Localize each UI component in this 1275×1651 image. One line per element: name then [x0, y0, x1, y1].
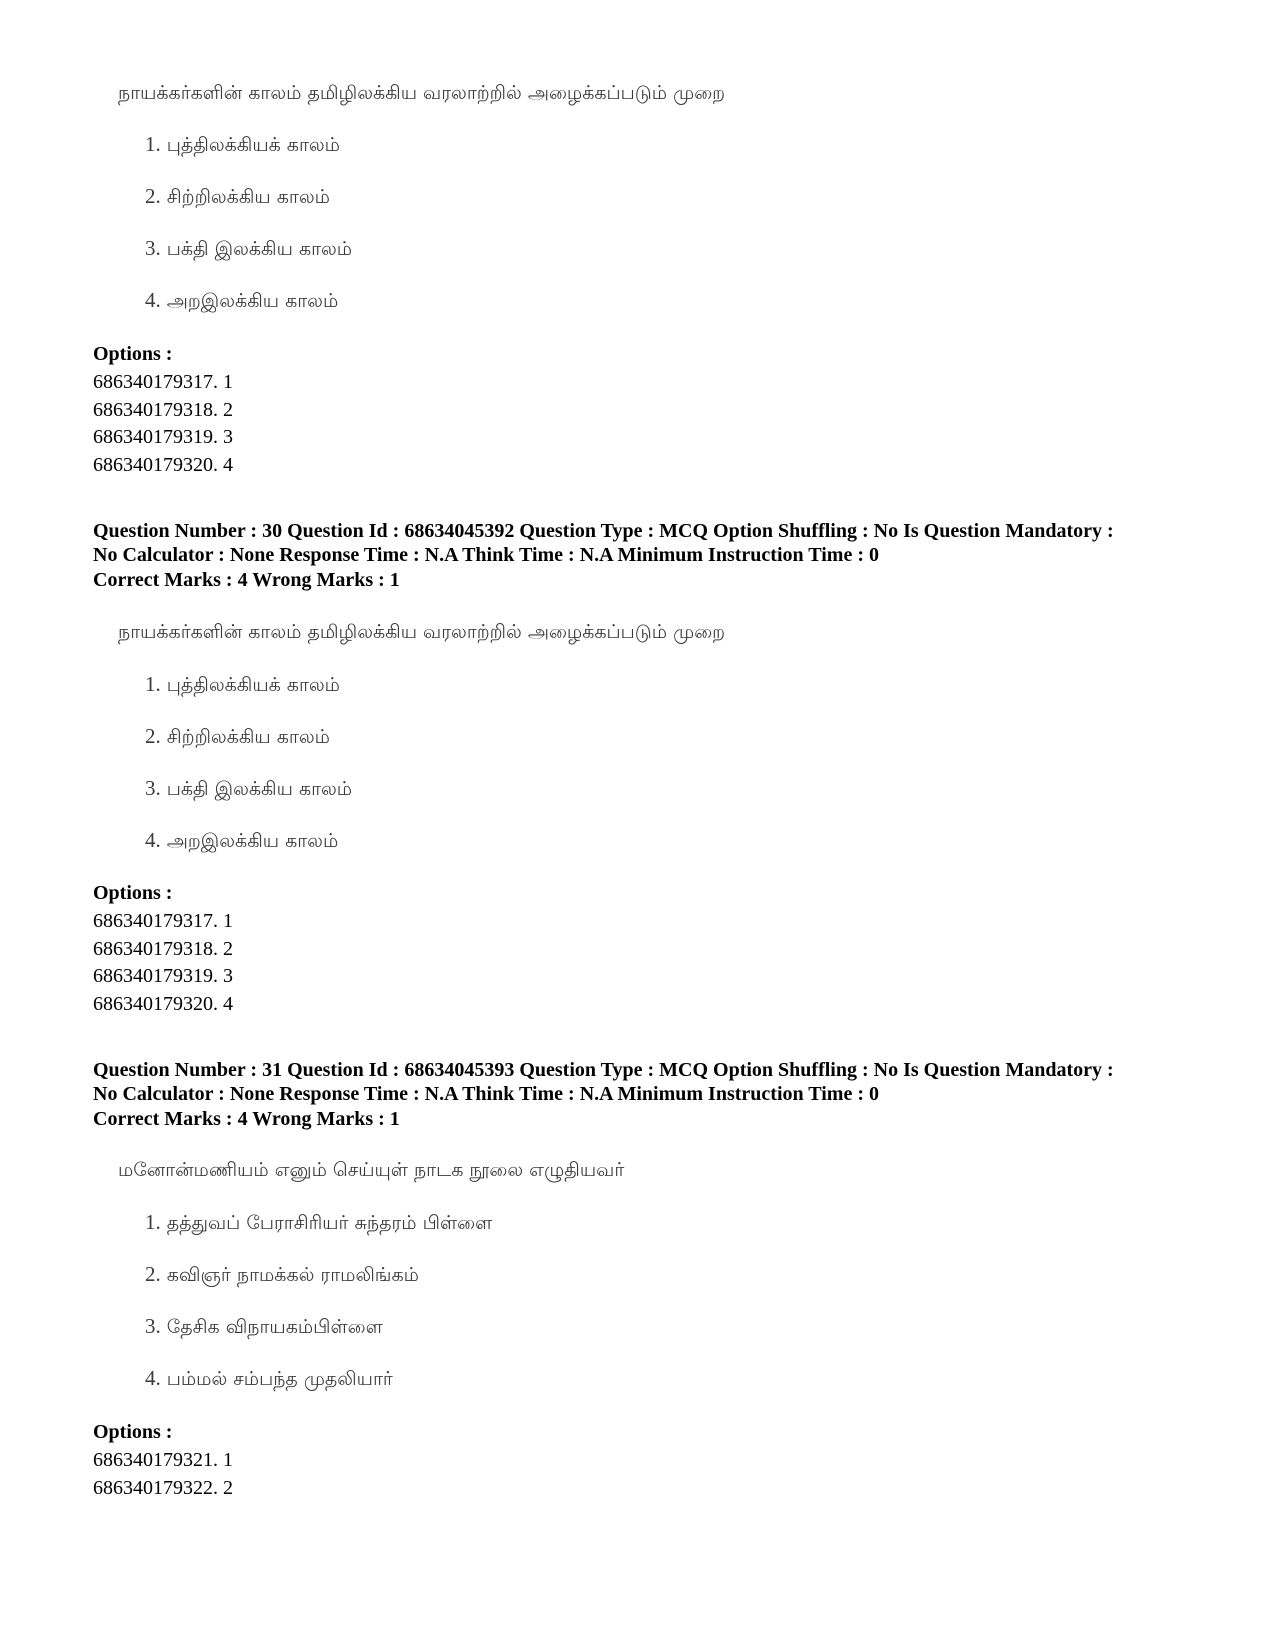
choice-text: தத்துவப் பேராசிரியர் சுந்தரம் பிள்ளை: [166, 1212, 493, 1234]
option-line: 686340179322. 2: [93, 1477, 233, 1499]
choice-number: 2.: [145, 724, 161, 748]
option-line: 686340179319. 3: [93, 426, 233, 448]
choice-1: [145, 1210, 492, 1237]
choice-number: 2.: [145, 184, 161, 208]
choice-text: பக்தி இலக்கிய காலம்: [166, 238, 353, 260]
options-label: Options :: [93, 882, 173, 904]
choice-4: [145, 1366, 393, 1393]
question-text: மனோன்மணியம் எனும் செய்யுள் நாடக நூலை எழுதியவர்: [118, 1159, 625, 1181]
choice-text: அறஇலக்கிய காலம்: [166, 290, 339, 312]
choice-number: 3.: [145, 236, 161, 260]
choice-3: [145, 1314, 383, 1341]
option-line: 686340179320. 4: [93, 454, 233, 476]
question-text: நாயக்கர்களின் காலம் தமிழிலக்கிய வரலாற்றில் அழைக்கப்படும் முறை: [118, 621, 726, 643]
question-meta: [93, 519, 1213, 567]
choice-1: [145, 672, 340, 699]
question-text: நாயக்கர்களின் காலம் தமிழிலக்கிய வரலாற்றில் அழைக்கப்படும் முறை: [118, 82, 726, 104]
option-line: 686340179319. 3: [93, 965, 233, 987]
options-label: Options :: [93, 1421, 173, 1443]
marks-line: Correct Marks : 4 Wrong Marks : 1: [93, 1108, 400, 1130]
choice-text: சிற்றிலக்கிய காலம்: [166, 186, 330, 208]
option-line: 686340179318. 2: [93, 938, 233, 960]
choice-number: 1.: [145, 672, 161, 696]
choice-text: தேசிக விநாயகம்பிள்ளை: [166, 1316, 383, 1338]
choice-number: 3.: [145, 776, 161, 800]
choice-number: 2.: [145, 1262, 161, 1286]
question-meta-line1: Question Number : 30 Question Id : 68634045392 Question Type : MCQ Option Shuffling : No Is Question Mandatory :: [93, 520, 1114, 542]
question-meta: [93, 1058, 1213, 1106]
option-line: 686340179317. 1: [93, 371, 233, 393]
choice-number: 4.: [145, 828, 161, 852]
choice-1: [145, 132, 340, 159]
question-meta-line1: Question Number : 31 Question Id : 68634045393 Question Type : MCQ Option Shuffling : No Is Question Mandatory :: [93, 1059, 1114, 1081]
choice-text: பம்மல் சம்பந்த முதலியார்: [166, 1368, 393, 1390]
choice-4: [145, 288, 338, 315]
choice-text: பக்தி இலக்கிய காலம்: [166, 778, 353, 800]
choice-2: [145, 184, 330, 211]
choice-text: புத்திலக்கியக் காலம்: [166, 674, 340, 696]
choice-number: 4.: [145, 1366, 161, 1390]
question-meta-line2: No Calculator : None Response Time : N.A Think Time : N.A Minimum Instruction Time : 0: [93, 1083, 879, 1105]
option-line: 686340179317. 1: [93, 910, 233, 932]
option-line: 686340179321. 1: [93, 1449, 233, 1471]
choice-text: சிற்றிலக்கிய காலம்: [166, 726, 330, 748]
question-meta-line2: No Calculator : None Response Time : N.A Think Time : N.A Minimum Instruction Time : 0: [93, 544, 879, 566]
option-line: 686340179318. 2: [93, 399, 233, 421]
choice-number: 1.: [145, 1210, 161, 1234]
choice-number: 4.: [145, 288, 161, 312]
choice-text: கவிஞர் நாமக்கல் ராமலிங்கம்: [166, 1264, 419, 1286]
choice-2: [145, 724, 330, 751]
choice-2: [145, 1262, 419, 1289]
choice-3: [145, 776, 352, 803]
choice-number: 3.: [145, 1314, 161, 1338]
options-label: Options :: [93, 343, 173, 365]
choice-4: [145, 828, 338, 855]
choice-3: [145, 236, 352, 263]
choice-text: புத்திலக்கியக் காலம்: [166, 134, 340, 156]
choice-text: அறஇலக்கிய காலம்: [166, 830, 339, 852]
marks-line: Correct Marks : 4 Wrong Marks : 1: [93, 569, 400, 591]
option-line: 686340179320. 4: [93, 993, 233, 1015]
choice-number: 1.: [145, 132, 161, 156]
